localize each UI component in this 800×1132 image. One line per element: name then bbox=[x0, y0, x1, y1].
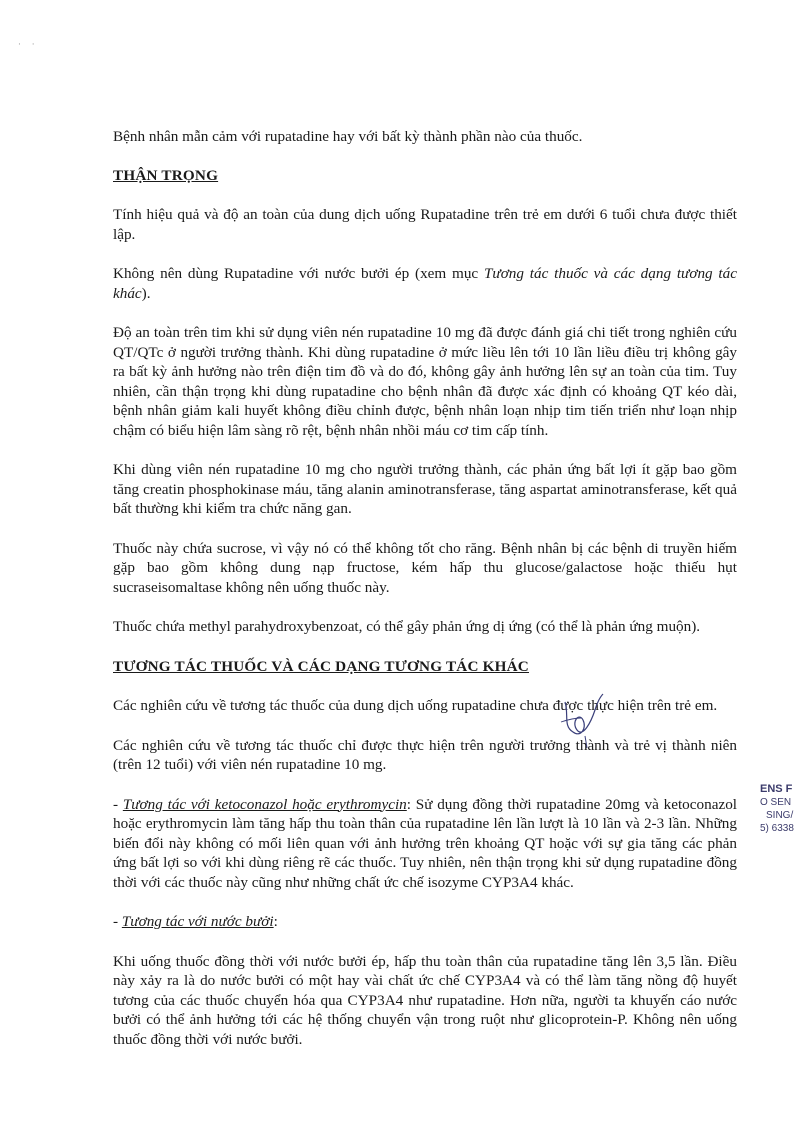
ketoconazole-subheading: Tương tác với ketoconazol hoặc erythromycin bbox=[122, 795, 407, 813]
grapefruit-subheading: Tương tác với nước bưởi bbox=[121, 913, 274, 930]
stamp-line: 5) 6338 bbox=[760, 823, 794, 834]
paragraph-pediatric-interactions: Các nghiên cứu về tương tác thuốc của dung dịch uống rupatadine chưa được thực hiện trên trẻ em. bbox=[113, 697, 718, 714]
stamp-line: O SEN bbox=[760, 797, 792, 808]
company-stamp bbox=[760, 783, 800, 835]
paragraph-grapefruit-subheading bbox=[113, 912, 737, 932]
paragraph-grapefruit-detail: Khi uống thuốc đồng thời với nước bưởi ép, hấp thu toàn thân của rupatadine tăng lên 3,5 lần. Điều này xảy ra là do nước bưởi có một hay vài chất ức chế CYP3A4 và có thể làm tăng nồng độ huyết tương của các thuốc chuyển hóa qua CYP3A4 như rupatadine. Hơn nữa, người ta khuyến cáo nước bưởi có thể ảnh hưởng tới các hệ thống chuyển vận trong ruột như glicoprotein-P. Không nên uống thuốc đồng thời với nước bưởi. bbox=[113, 952, 737, 1048]
handwritten-signature-icon bbox=[557, 692, 607, 750]
grapefruit-subheading-colon: : bbox=[273, 913, 278, 930]
stamp-line: SING/ bbox=[766, 810, 794, 821]
grapefruit-warning-text: Không nên dùng Rupatadine với nước bưởi ép (xem mục bbox=[113, 265, 484, 282]
cross-reference-link-text: Tương tác thuốc và các dạng tương tác khác bbox=[113, 265, 737, 302]
paragraph-methylparaben: Thuốc chứa methyl parahydroxybenzoat, có thể gây phản ứng dị ứng (có thể là phản ứng muộn). bbox=[113, 618, 701, 635]
paragraph-cardiac-safety: Độ an toàn trên tim khi sử dụng viên nén rupatadine 10 mg đã được đánh giá chi tiết trong nghiên cứu QT/QTc ở người trưởng thành. Khi dùng rupatadine ở mức liều lên tới 10 lần liều điều trị không gây ra bất kỳ ảnh hưởng nào trên điện tim đồ và do đó, không gây ảnh hưởng lên sự an toàn của tim. Tuy nhiên, cần thận trọng khi dùng rupatadine cho bệnh nhân đã được xác định có khoảng QT kéo dài, bệnh nhân giảm kali huyết không điều chỉnh được, bệnh nhân loạn nhịp tim tiến triển như loạn nhịp chậm có biểu hiện lâm sàng rõ rệt, bệnh nhân nhồi máu cơ tim cấp tính. bbox=[113, 324, 737, 439]
contraindication-end-text: Bệnh nhân mẫn cảm với rupatadine hay với bất kỳ thành phần nào của thuốc. bbox=[113, 128, 583, 145]
list-dash: - bbox=[113, 795, 123, 813]
document-body bbox=[113, 127, 737, 1049]
ketoconazole-text: : Sử dụng đồng thời rupatadine 20mg và ketoconazol hoặc erythromycin làm tăng hấp thu toàn thân của rupatadine lên lần lượt là 10 lần và 2-3 lần. Những biến đổi này không có mối liên quan với ảnh hưởng trên khoảng QT hoặc với sự gia tăng các phản ứng bất lợi so với khi dùng riêng rẽ các thuốc. Tuy nhiên, nên thận trọng khi sử dụng rupatadine đồng thời với các thuốc này cũng như những chất ức chế isozyme CYP3A4 khác. bbox=[113, 795, 738, 891]
stamp-line: ENS F bbox=[760, 783, 793, 795]
paragraph-adverse-reactions: Khi dùng viên nén rupatadine 10 mg cho người trưởng thành, các phản ứng bất lợi ít gặp bao gồm tăng creatin phosphokinase máu, tăng alanin aminotransferase, tăng aspartat aminotransferase, kết quả bất thường khi kiểm tra chức năng gan. bbox=[113, 461, 737, 517]
corner-marks: · · bbox=[18, 40, 39, 50]
paragraph-ketoconazole bbox=[113, 795, 737, 893]
paragraph-pediatric-safety: Tính hiệu quả và độ an toàn của dung dịch uống Rupatadine trên trẻ em dưới 6 tuổi chưa được thiết lập. bbox=[113, 206, 737, 243]
list-dash: - bbox=[113, 913, 122, 930]
grapefruit-warning-close: ). bbox=[141, 284, 151, 302]
interactions-heading: TƯƠNG TÁC THUỐC VÀ CÁC DẠNG TƯƠNG TÁC KHÁC bbox=[113, 657, 529, 675]
paragraph-adult-interactions: Các nghiên cứu về tương tác thuốc chỉ được thực hiện trên người trưởng thành và trẻ vị thành niên (trên 12 tuổi) với viên nén rupatadine 10 mg. bbox=[113, 736, 737, 773]
paragraph-sucrose: Thuốc này chứa sucrose, vì vậy nó có thể không tốt cho răng. Bệnh nhân bị các bệnh di truyền hiếm gặp bao gồm không dung nạp fructose, kém hấp thu glucose/galactose hoặc thiếu hụt sucraseisomaltase không nên uống thuốc này. bbox=[113, 539, 737, 596]
paragraph-grapefruit-warning bbox=[113, 264, 737, 303]
precautions-heading: THẬN TRỌNG bbox=[113, 166, 219, 184]
